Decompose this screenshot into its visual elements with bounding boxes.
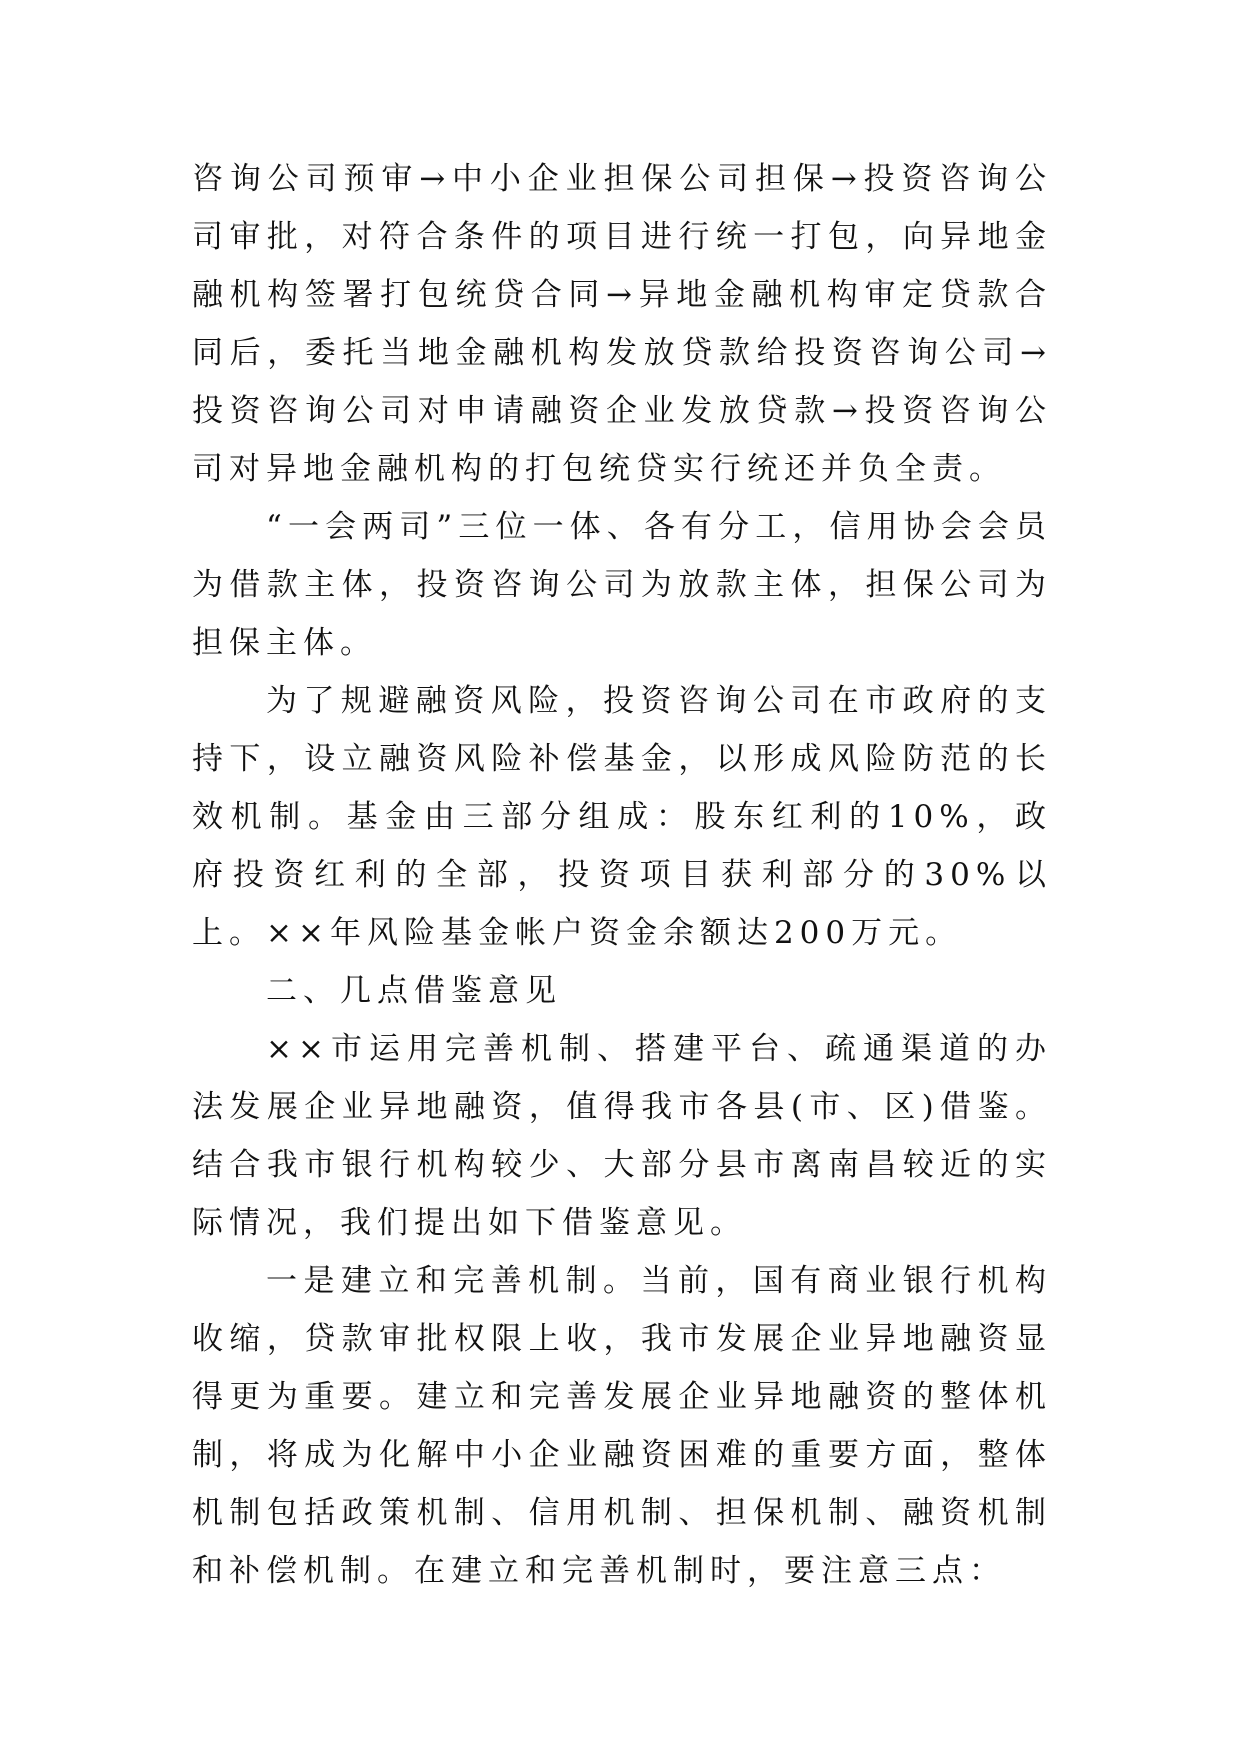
paragraph-three-in-one: “一会两司”三位一体、各有分工，信用协会会员为借款主体，投资咨询公司为放款主体，担保公司为担保主体。 — [192, 509, 1052, 661]
paragraph-loan-process: 咨询公司预审→中小企业担保公司担保→投资咨询公司审批，对符合条件的项目进行统一打包，向异地金融机构签署打包统贷合同→异地金融机构审定贷款合同后，委托当地金融机构发放贷款给投资咨询公司→投资咨询公司对申请融资企业发放贷款→投资咨询公司对异地金融机构的打包统贷实行统还并负全责。 — [192, 161, 1052, 487]
paragraph-risk-fund: 为了规避融资风险，投资咨询公司在市政府的支持下，设立融资风险补偿基金，以形成风险防范的长效机制。基金由三部分组成：股东红利的10%，政府投资红利的全部，投资项目获利部分的30%以上。××年风险基金帐户资金余额达200万元。 — [192, 683, 1052, 951]
paragraph-mechanism: 一是建立和完善机制。当前，国有商业银行机构收缩，贷款审批权限上收，我市发展企业异地融资显得更为重要。建立和完善发展企业异地融资的整体机制，将成为化解中小企业融资困难的重要方面，整体机制包括政策机制、信用机制、担保机制、融资机制和补偿机制。在建立和完善机制时，要注意三点： — [192, 1263, 1052, 1589]
paragraph-intro-suggestions: ××市运用完善机制、搭建平台、疏通渠道的办法发展企业异地融资，值得我市各县(市、区)借鉴。结合我市银行机构较少、大部分县市离南昌较近的实际情况，我们提出如下借鉴意见。 — [192, 1031, 1052, 1241]
section-heading-suggestions: 二、几点借鉴意见 — [266, 973, 562, 1009]
document-body — [192, 150, 1052, 1600]
